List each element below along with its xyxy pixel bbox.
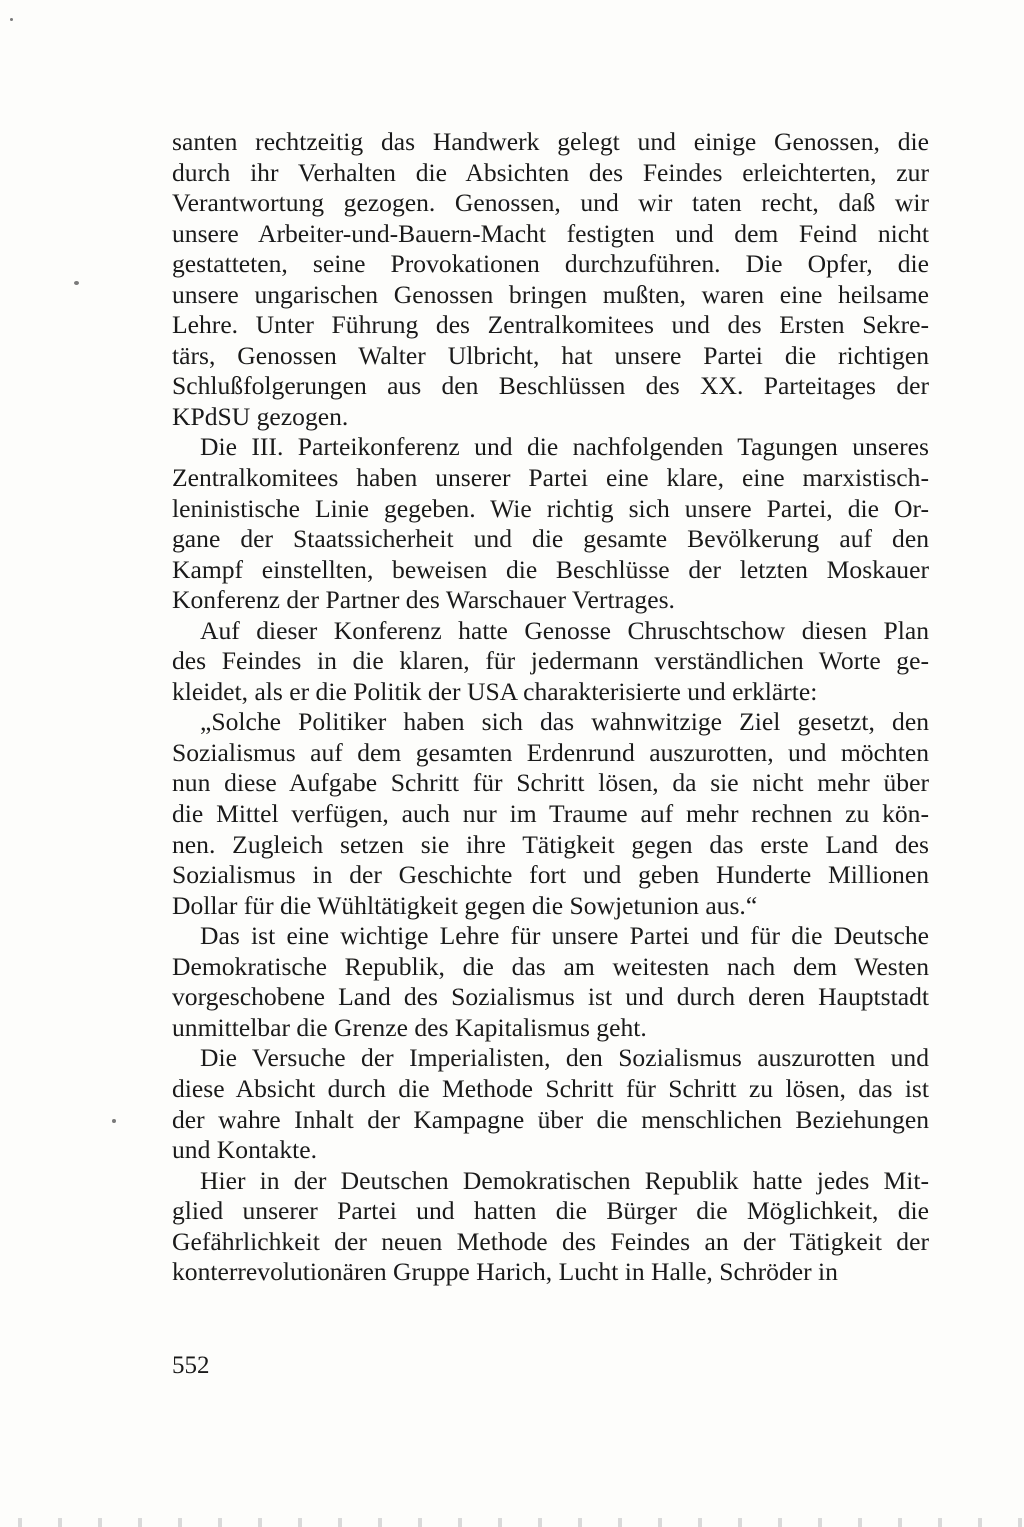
text-line: diese Absicht durch die Methode Schritt für Schritt zu lösen, das ist	[172, 1073, 929, 1103]
text-line: durch ihr Verhalten die Absichten des Feindes erleichterten, zur	[172, 157, 929, 187]
text-line: santen rechtzeitig das Handwerk gelegt und einige Genossen, die	[172, 127, 929, 156]
text-line: kleidet, als er die Politik der USA charakterisierte und erklärte:	[172, 676, 818, 706]
text-line: Gefährlichkeit der neuen Methode des Feindes an der Tätigkeit der	[172, 1226, 929, 1256]
paragraph	[172, 432, 929, 615]
text-line: unsere Arbeiter-und-Bauern-Macht festigten und dem Feind nicht	[172, 218, 929, 248]
text-line: und Kontakte.	[172, 1135, 318, 1165]
text-line: Demokratische Republik, die das am weitesten nach dem Westen	[172, 951, 929, 981]
text-line: unmittelbar die Grenze des Kapitalismus geht.	[172, 1012, 647, 1042]
text-line: die Mittel verfügen, auch nur im Traume auf mehr rechnen zu kön-	[172, 799, 929, 829]
text-line: unsere ungarischen Genossen bringen mußten, waren eine heilsame	[172, 279, 929, 309]
text-line: Dollar für die Wühltätigkeit gegen die Sowjetunion aus.“	[172, 890, 758, 920]
text-line: Konferenz der Partner des Warschauer Vertrages.	[172, 585, 675, 615]
text-line: nun diese Aufgabe Schritt für Schritt lösen, da sie nicht mehr über	[172, 768, 929, 798]
scan-edge-noise	[0, 1518, 1024, 1527]
text-line: Hier in der Deutschen Demokratischen Republik hatte jedes Mit-	[200, 1165, 929, 1195]
text-line: KPdSU gezogen.	[172, 401, 349, 431]
paragraph	[172, 127, 929, 432]
text-line: nen. Zugleich setzen sie ihre Tätigkeit gegen das erste Land des	[172, 829, 929, 859]
text-line: Verantwortung gezogen. Genossen, und wir taten recht, daß wir	[172, 188, 929, 218]
scan-speck	[10, 18, 13, 21]
text-line: des Feindes in die klaren, für jedermann verständlichen Worte ge-	[172, 646, 929, 676]
body-text	[172, 127, 929, 1288]
paragraph	[172, 1043, 929, 1165]
text-line: „Solche Politiker haben sich das wahnwitzige Ziel gesetzt, den	[200, 707, 929, 737]
paragraph	[172, 616, 929, 708]
text-line: konterrevolutionären Gruppe Harich, Lucht in Halle, Schröder in	[172, 1257, 838, 1287]
text-line: leninistische Linie gegeben. Wie richtig sich unsere Partei, die Or-	[172, 493, 929, 523]
text-line: vorgeschobene Land des Sozialismus ist und durch deren Hauptstadt	[172, 982, 929, 1012]
scan-speck	[74, 281, 79, 285]
text-line: gane der Staatssicherheit und die gesamte Bevölkerung auf den	[172, 524, 929, 554]
text-line: Lehre. Unter Führung des Zentralkomitees und des Ersten Sekre-	[172, 310, 929, 340]
text-line: Schlußfolgerungen aus den Beschlüssen des XX. Parteitages der	[172, 371, 929, 401]
paragraph	[172, 707, 929, 921]
text-line: Das ist eine wichtige Lehre für unsere Partei und für die Deutsche	[200, 921, 929, 951]
text-line: tärs, Genossen Walter Ulbricht, hat unsere Partei die richtigen	[172, 340, 929, 370]
text-line: der wahre Inhalt der Kampagne über die menschlichen Beziehungen	[172, 1104, 929, 1134]
text-line: Sozialismus in der Geschichte fort und geben Hunderte Millionen	[172, 860, 929, 890]
text-line: gestatteten, seine Provokationen durchzuführen. Die Opfer, die	[172, 249, 929, 279]
text-line: Zentralkomitees haben unserer Partei eine klare, eine marxistisch-	[172, 463, 929, 493]
text-line: Auf dieser Konferenz hatte Genosse Chruschtschow diesen Plan	[200, 615, 929, 645]
text-line: Sozialismus auf dem gesamten Erdenrund auszurotten, und möchten	[172, 737, 929, 767]
text-line: Die III. Parteikonferenz und die nachfolgenden Tagungen unseres	[200, 432, 929, 462]
text-line: Die Versuche der Imperialisten, den Sozialismus auszurotten und	[200, 1043, 929, 1073]
paragraph	[172, 1166, 929, 1288]
page-number: 552	[172, 1352, 210, 1379]
text-line: Kampf einstellten, beweisen die Beschlüsse der letzten Moskauer	[172, 554, 929, 584]
text-line: glied unserer Partei und hatten die Bürger die Möglichkeit, die	[172, 1196, 929, 1226]
paragraph	[172, 921, 929, 1043]
scan-speck	[112, 1119, 116, 1123]
